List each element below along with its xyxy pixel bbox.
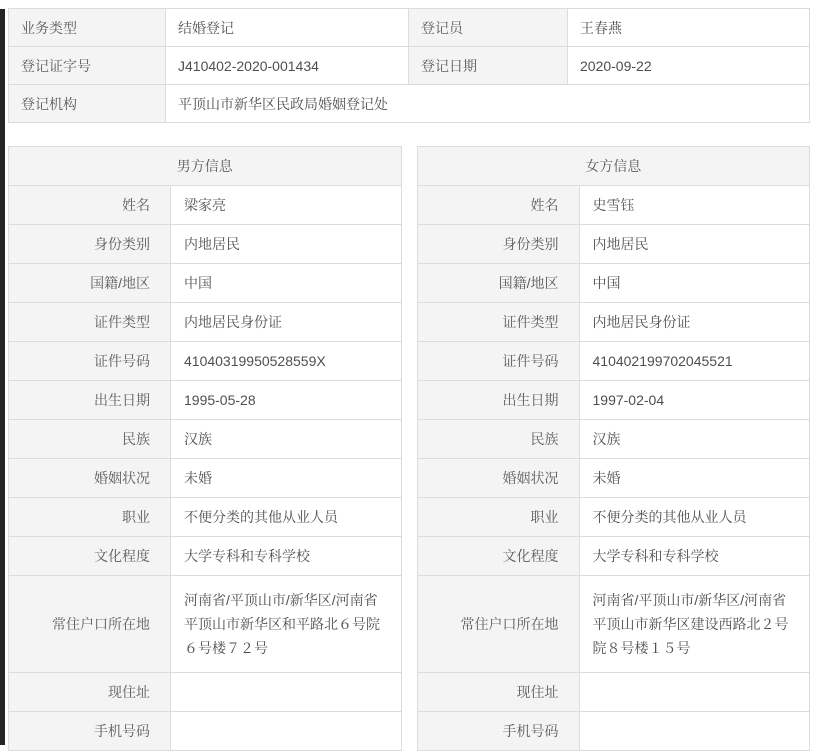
female-ethnicity-value: 汉族	[580, 420, 810, 458]
page-edge-strip	[0, 9, 5, 745]
certificate-number-label: 登记证字号	[9, 47, 165, 84]
registrar-value: 王春燕	[568, 9, 809, 46]
male-ethnicity-label: 民族	[9, 420, 170, 458]
female-household-address-value: 河南省/平顶山市/新华区/河南省平顶山市新华区建设西路北２号院８号楼１５号	[580, 576, 810, 672]
female-identity-value: 内地居民	[580, 225, 810, 263]
registration-agency-value: 平顶山市新华区民政局婚姻登记处	[166, 85, 809, 122]
male-education-value: 大学专科和专科学校	[171, 537, 401, 575]
female-ethnicity-label: 民族	[418, 420, 579, 458]
female-phone-label: 手机号码	[418, 712, 579, 750]
male-info-title: 男方信息	[9, 147, 401, 185]
male-ethnicity-value: 汉族	[171, 420, 401, 458]
female-nationality-label: 国籍/地区	[418, 264, 579, 302]
female-birthdate-value: 1997-02-04	[580, 381, 810, 419]
female-id-number-value: 410402199702045521	[580, 342, 810, 380]
female-info-table	[417, 146, 811, 751]
female-occupation-label: 职业	[418, 498, 579, 536]
male-marital-status-label: 婚姻状况	[9, 459, 170, 497]
female-current-address-label: 现住址	[418, 673, 579, 711]
male-phone-value	[171, 712, 401, 750]
male-birthdate-label: 出生日期	[9, 381, 170, 419]
female-phone-value	[580, 712, 810, 750]
male-occupation-value: 不便分类的其他从业人员	[171, 498, 401, 536]
male-nationality-value: 中国	[171, 264, 401, 302]
male-occupation-label: 职业	[9, 498, 170, 536]
female-birthdate-label: 出生日期	[418, 381, 579, 419]
male-id-type-label: 证件类型	[9, 303, 170, 341]
male-household-address-label: 常住户口所在地	[9, 576, 170, 672]
business-type-label: 业务类型	[9, 9, 165, 46]
female-education-label: 文化程度	[418, 537, 579, 575]
party-info-section	[8, 146, 810, 751]
male-household-address-value: 河南省/平顶山市/新华区/河南省平顶山市新华区和平路北６号院６号楼７２号	[171, 576, 401, 672]
female-household-address-label: 常住户口所在地	[418, 576, 579, 672]
female-marital-status-value: 未婚	[580, 459, 810, 497]
female-name-label: 姓名	[418, 186, 579, 224]
female-education-value: 大学专科和专科学校	[580, 537, 810, 575]
male-id-type-value: 内地居民身份证	[171, 303, 401, 341]
female-info-title: 女方信息	[418, 147, 810, 185]
registration-date-value: 2020-09-22	[568, 47, 809, 84]
female-identity-label: 身份类别	[418, 225, 579, 263]
male-current-address-value	[171, 673, 401, 711]
registration-date-label: 登记日期	[409, 47, 567, 84]
male-name-label: 姓名	[9, 186, 170, 224]
female-nationality-value: 中国	[580, 264, 810, 302]
male-marital-status-value: 未婚	[171, 459, 401, 497]
male-name-value: 梁家亮	[171, 186, 401, 224]
male-education-label: 文化程度	[9, 537, 170, 575]
registrar-label: 登记员	[409, 9, 567, 46]
female-name-value: 史雪钰	[580, 186, 810, 224]
male-identity-value: 内地居民	[171, 225, 401, 263]
certificate-number-value: J410402-2020-001434	[166, 47, 408, 84]
male-id-number-label: 证件号码	[9, 342, 170, 380]
male-id-number-value: 41040319950528559X	[171, 342, 401, 380]
female-id-type-label: 证件类型	[418, 303, 579, 341]
male-info-table	[8, 146, 402, 751]
male-identity-label: 身份类别	[9, 225, 170, 263]
registration-summary-table	[8, 8, 810, 123]
male-nationality-label: 国籍/地区	[9, 264, 170, 302]
female-current-address-value	[580, 673, 810, 711]
male-phone-label: 手机号码	[9, 712, 170, 750]
male-current-address-label: 现住址	[9, 673, 170, 711]
registration-agency-label: 登记机构	[9, 85, 165, 122]
male-birthdate-value: 1995-05-28	[171, 381, 401, 419]
female-marital-status-label: 婚姻状况	[418, 459, 579, 497]
female-id-number-label: 证件号码	[418, 342, 579, 380]
business-type-value: 结婚登记	[166, 9, 408, 46]
female-occupation-value: 不便分类的其他从业人员	[580, 498, 810, 536]
female-id-type-value: 内地居民身份证	[580, 303, 810, 341]
